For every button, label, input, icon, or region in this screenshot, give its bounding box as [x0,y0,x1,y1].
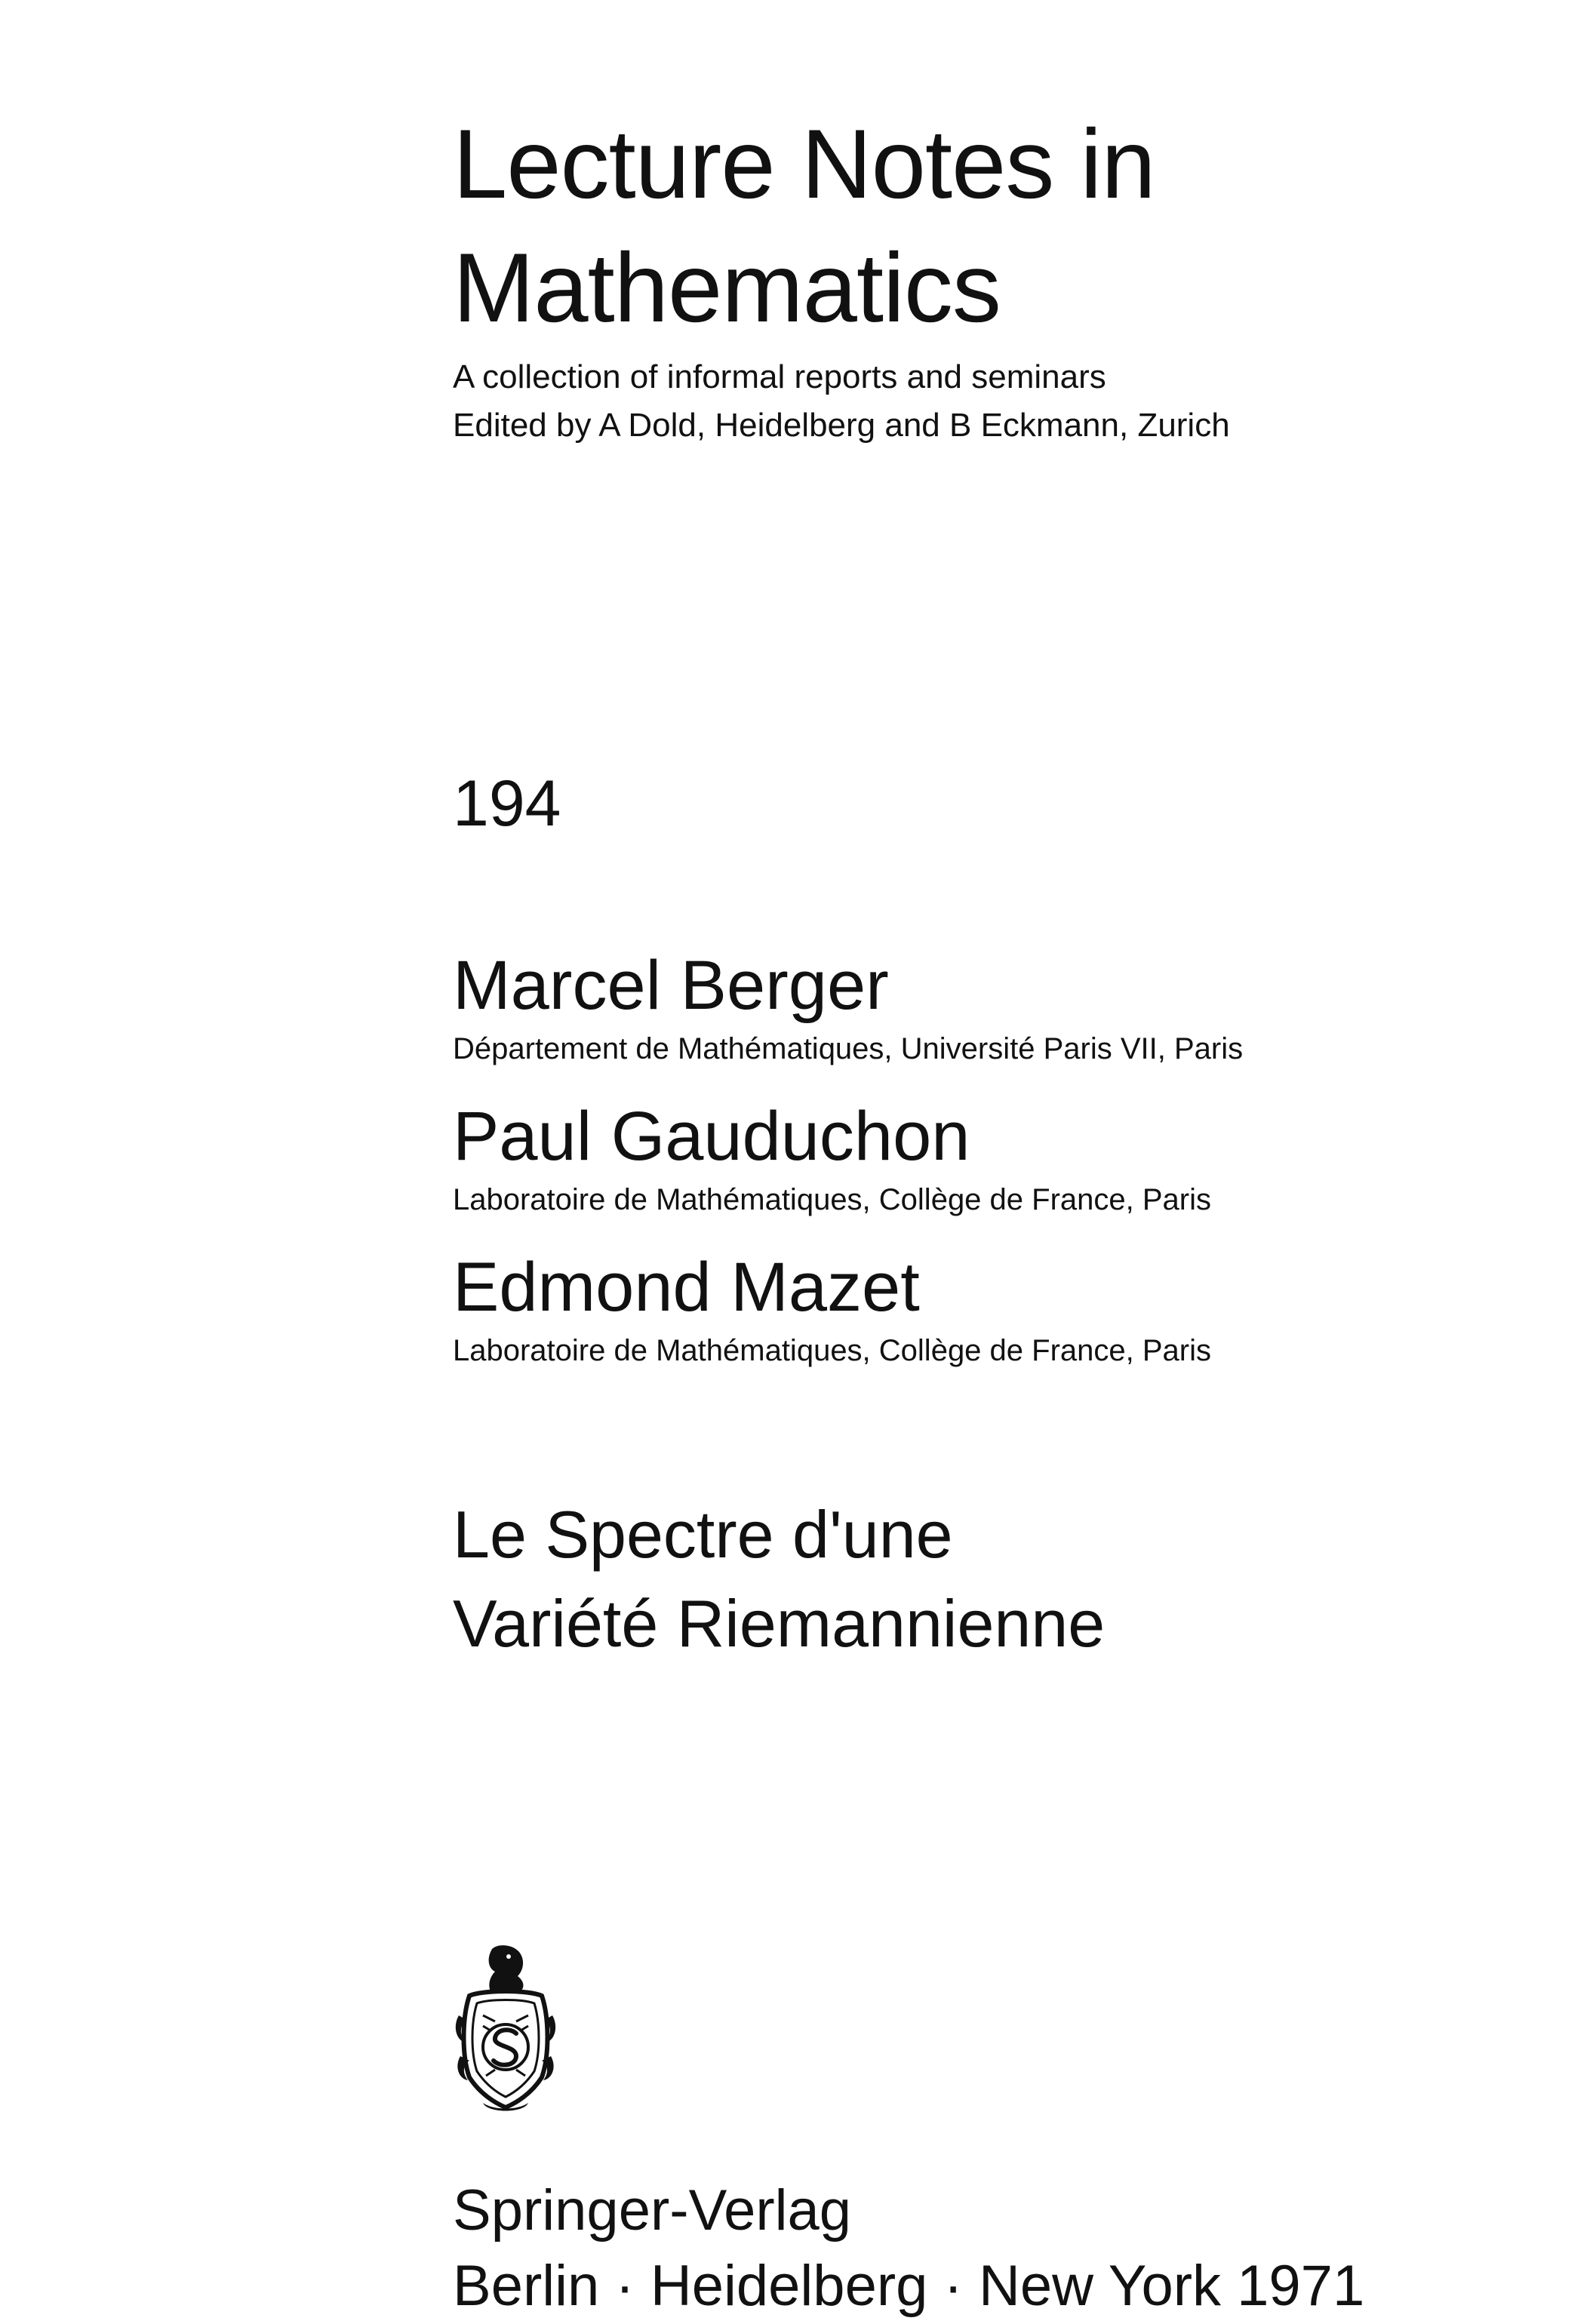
publisher-imprint: Berlin · Heidelberg · New York 1971 [453,2254,1365,2318]
book-title-line-1: Le Spectre d'une [453,1497,953,1572]
series-title-line-1: Lecture Notes in [453,109,1155,219]
series-info [453,353,1570,450]
series-subtitle: A collection of informal reports and seminars [453,358,1106,395]
publisher-name: Springer-Verlag [453,2178,852,2243]
author-entry [453,1094,1570,1221]
author-name: Paul Gauduchon [453,1098,970,1175]
series-title-line-2: Mathematics [453,232,1001,343]
author-entry [453,1245,1570,1372]
author-name: Marcel Berger [453,947,889,1024]
author-affiliation: Laboratoire de Mathématiques, Collège de France, Paris [453,1334,1211,1367]
author-affiliation: Département de Mathématiques, Université Paris VII, Paris [453,1032,1244,1065]
series-editors: Edited by A Dold, Heidelberg and B Eckmann, Zurich [453,407,1230,444]
book-title [453,1490,1570,1668]
author-affiliation: Laboratoire de Mathématiques, Collège de France, Paris [453,1183,1211,1216]
author-entry [453,943,1570,1070]
author-name: Edmond Mazet [453,1249,920,1326]
volume-number: 194 [453,767,561,840]
author-list [453,943,1570,1396]
book-title-line-2: Variété Riemannienne [453,1586,1106,1661]
publisher-block [453,2173,1570,2324]
springer-knight-logo-icon [453,1943,558,2116]
series-title [453,102,1570,349]
